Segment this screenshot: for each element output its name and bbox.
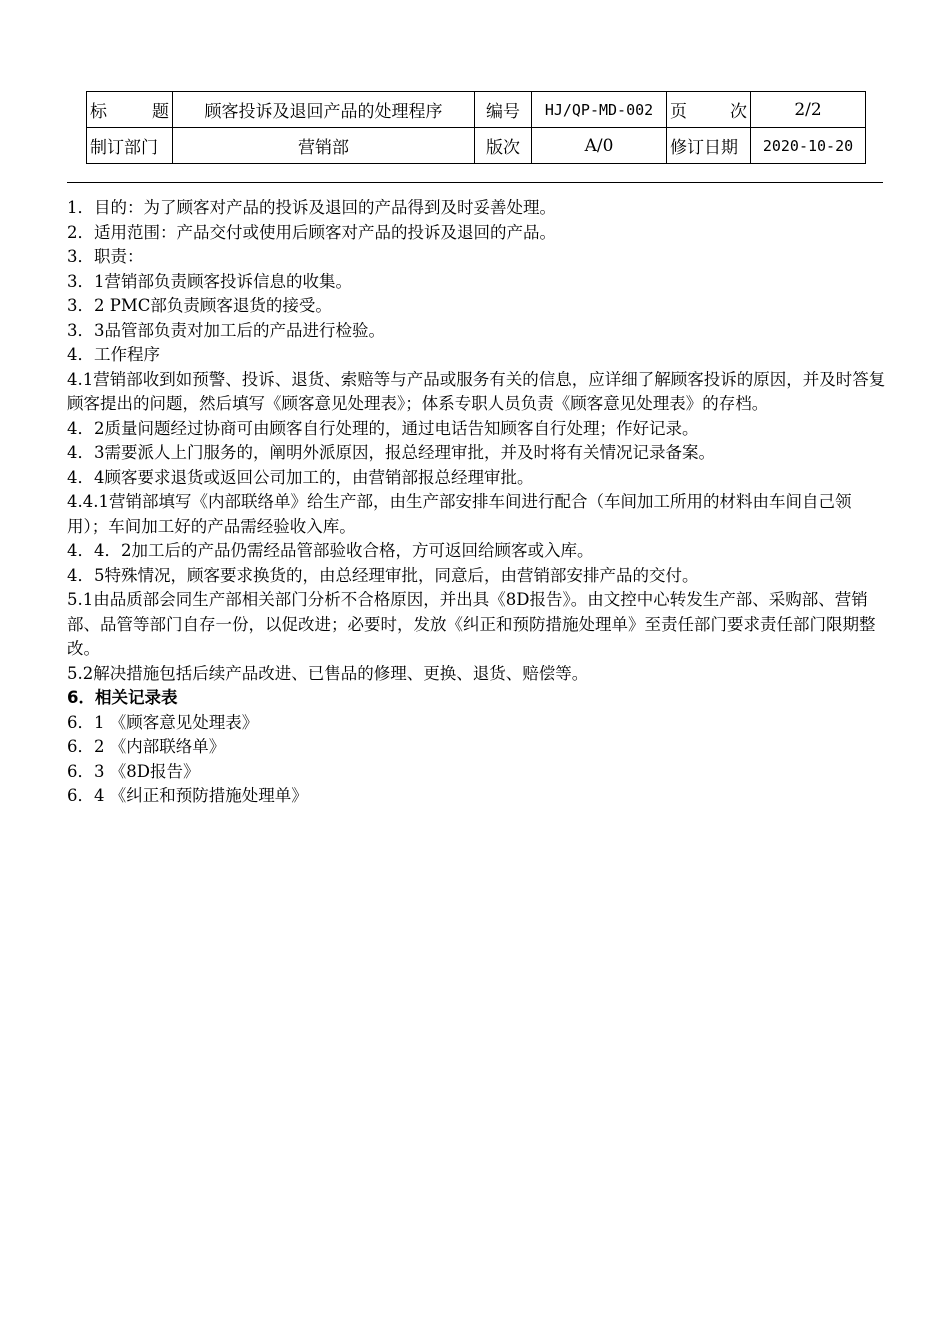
document-body	[67, 196, 887, 809]
paragraph: 5.1由品质部会同生产部相关部门分析不合格原因，并出具《8D报告》。由文控中心转发生产部、采购部、营销部、品管等部门自存一份，以促改进；必要时，发放《纠正和预防措施处理单》至责任部门要求责任部门限期整改。	[67, 590, 876, 658]
label-code: 编号	[475, 92, 532, 128]
paragraph: 3．1营销部负责顾客投诉信息的收集。	[67, 271, 352, 291]
paragraph: 4．4．2加工后的产品仍需经品管部验收合格，方可返回给顾客或入库。	[67, 541, 594, 560]
record-item: 6．3 《8D报告》	[67, 761, 200, 781]
version: A/0	[532, 128, 667, 164]
department: 营销部	[173, 128, 475, 164]
paragraph: 3．职责：	[67, 247, 144, 266]
record-item: 6．1 《顾客意见处理表》	[67, 712, 259, 732]
paragraph: 4．2质量问题经过协商可由顾客自行处理的，通过电话告知顾客自行处理；作好记录。	[67, 418, 699, 438]
paragraph: 4．5特殊情况，顾客要求换货的，由总经理审批，同意后，由营销部安排产品的交付。	[67, 565, 699, 585]
label-revision-date: 修订日期	[667, 128, 751, 164]
paragraph: 1．目的：为了顾客对产品的投诉及退回的产品得到及时妥善处理。	[67, 198, 556, 217]
paragraph: 3．2 PMC部负责顾客退货的接受。	[67, 296, 332, 315]
document-code: HJ/QP-MD-002	[532, 92, 667, 128]
header-row-title	[87, 92, 866, 128]
record-item: 6．2 《内部联络单》	[67, 737, 226, 756]
header-row-dept	[87, 128, 866, 164]
header-divider	[67, 182, 883, 183]
paragraph: 4．4顾客要求退货或返回公司加工的，由营销部报总经理审批。	[67, 467, 534, 487]
page-number: 2/2	[751, 92, 866, 128]
label-page: 页 次	[667, 92, 751, 128]
paragraph: 3．3品管部负责对加工后的产品进行检验。	[67, 320, 385, 340]
paragraph: 5.2解决措施包括后续产品改进、已售品的修理、更换、退货、赔偿等。	[67, 663, 589, 683]
revision-date: 2020-10-20	[751, 128, 866, 164]
paragraph: 4．工作程序	[67, 345, 160, 364]
paragraph: 4．3需要派人上门服务的，阐明外派原因，报总经理审批，并及时将有关情况记录备案。	[67, 443, 715, 462]
label-version: 版次	[475, 128, 532, 164]
section-heading: 6．相关记录表	[67, 688, 178, 707]
paragraph: 2．适用范围：产品交付或使用后顾客对产品的投诉及退回的产品。	[67, 222, 556, 242]
label-title: 标 题	[87, 92, 173, 128]
paragraph: 4.1营销部收到如预警、投诉、退货、索赔等与产品或服务有关的信息，应详细了解顾客投诉的原因，并及时答复顾客提出的问题，然后填写《顾客意见处理表》；体系专职人员负责《顾客意见处理表》的存档。	[67, 369, 886, 413]
document-title: 顾客投诉及退回产品的处理程序	[173, 92, 475, 128]
record-item: 6．4 《纠正和预防措施处理单》	[67, 786, 308, 805]
document-header-table	[86, 91, 866, 164]
paragraph: 4.4.1营销部填写《内部联络单》给生产部，由生产部安排车间进行配合（车间加工所用的材料由车间自己领用）；车间加工好的产品需经验收入库。	[67, 492, 852, 536]
label-dept: 制订部门	[87, 128, 173, 164]
